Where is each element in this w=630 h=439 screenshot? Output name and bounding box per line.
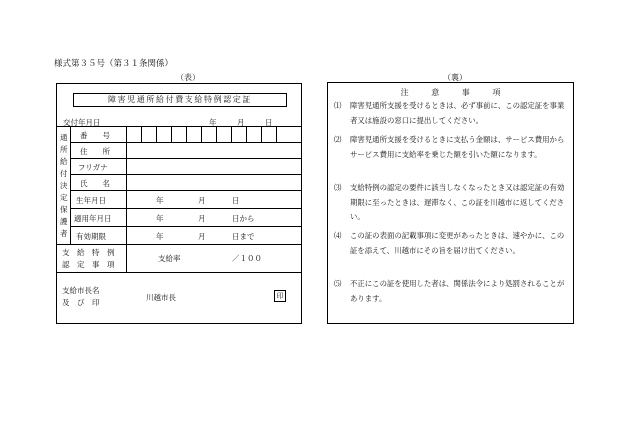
front-side-label: （表） [176,73,200,82]
heading-char: 意 [431,88,440,97]
rate-value: ／１００ [232,254,262,263]
row-divider [70,158,302,159]
number-box-divider [246,127,247,142]
number-box-divider [231,127,232,142]
note-number: ⑷ [334,231,342,240]
vertical-label-6: 定 [60,193,68,202]
row-divider [70,190,302,191]
vertical-label-8: 護 [60,217,68,226]
note-item [334,229,570,258]
birthdate-label: 生年月日 [76,196,106,205]
number-box-divider [141,127,142,142]
special-label-2: 認 定 事 項 [62,260,115,269]
heading-char: 事 [461,88,470,97]
furigana-label: フリガナ [78,163,108,172]
col-divider [70,127,71,244]
number-label: 番 号 [80,131,110,140]
note-number: ⑴ [334,101,342,110]
valid-from-label: 適用年月日 [74,214,112,223]
note-text: 不正にこの証を使用した者は、関係法令により処罰されることがあります。 [350,279,565,303]
row-divider [70,208,302,209]
vertical-label-5: 決 [60,181,68,190]
name-label: 氏 名 [80,179,110,188]
card-title: 障害児通所給付費支給特例認定証 [73,93,287,107]
issue-date-label: 交付年月日 [63,118,101,127]
special-label-1: 支 給 特 例 [62,248,115,257]
number-box-divider [261,127,262,142]
until-day: 日まで [232,232,255,241]
note-number: ⑸ [334,279,342,288]
back-side-label: （裏） [443,73,467,82]
note-item [334,181,570,225]
number-box-divider [216,127,217,142]
until-year: 年 [156,232,164,241]
note-item [334,133,570,162]
issue-year: 年 [209,118,217,127]
certificate-table [56,126,302,325]
vertical-label-7: 保 [60,205,68,214]
row-divider [70,174,302,175]
vertical-label-9: 者 [60,229,68,238]
mayor-label-1: 支給市長名 [62,286,100,295]
vertical-label-3: 給 [60,157,68,166]
from-day: 日から [232,214,255,223]
from-year: 年 [156,214,164,223]
issue-day: 日 [265,118,273,127]
note-text: 障害児通所支援を受けるときに支払う金額は、サービス費用からサービス費用に支給率を乗じた額を引いた額になります。 [350,135,565,159]
seal-mark: 印 [274,290,286,302]
issue-month: 月 [237,118,245,127]
note-text: 障害児通所支援を受けるときは、必ず事前に、この認定証を事業者又は施設の窓口に提出してください。 [350,101,565,125]
mayor-name: 川越市長 [146,293,176,302]
note-item [334,99,570,128]
col-divider [126,127,127,272]
until-month: 月 [198,232,206,241]
note-item [334,277,570,306]
vertical-label-2: 所 [60,145,68,154]
notes-heading [328,87,573,98]
mayor-label-2: 及 び 印 [62,298,100,307]
note-number: ⑶ [334,183,342,192]
rate-label: 支給率 [158,254,181,263]
certificate-front [56,83,302,324]
number-box-divider [171,127,172,142]
birth-day: 日 [232,196,240,205]
from-month: 月 [198,214,206,223]
valid-until-label: 有効期限 [76,232,106,241]
row-divider [70,142,302,143]
number-box-divider [201,127,202,142]
note-text: 支給特例の認定の要件に該当しなくなったとき又は認定証の有効期限に至ったときは、遅滞なく、この証を川越市に返してください。 [350,183,565,222]
certificate-back [327,82,574,324]
birth-month: 月 [198,196,206,205]
heading-char: 項 [492,88,501,97]
heading-char: 注 [400,88,409,97]
vertical-label-1: 通 [60,133,68,142]
vertical-label-4: 付 [60,169,68,178]
row-divider [56,244,302,245]
row-divider [70,226,302,227]
birth-year: 年 [156,196,164,205]
note-text: この証の表面の記載事項に変更があったときは、速やかに、この証を添えて、川越市にその旨を届け出てください。 [350,231,565,255]
row-divider [56,272,302,273]
number-box-divider [186,127,187,142]
address-label: 住 所 [80,147,110,156]
number-box-divider [276,127,277,142]
number-box-divider [156,127,157,142]
note-number: ⑵ [334,135,342,144]
form-number: 様式第３５号（第３１条関係） [54,59,174,69]
